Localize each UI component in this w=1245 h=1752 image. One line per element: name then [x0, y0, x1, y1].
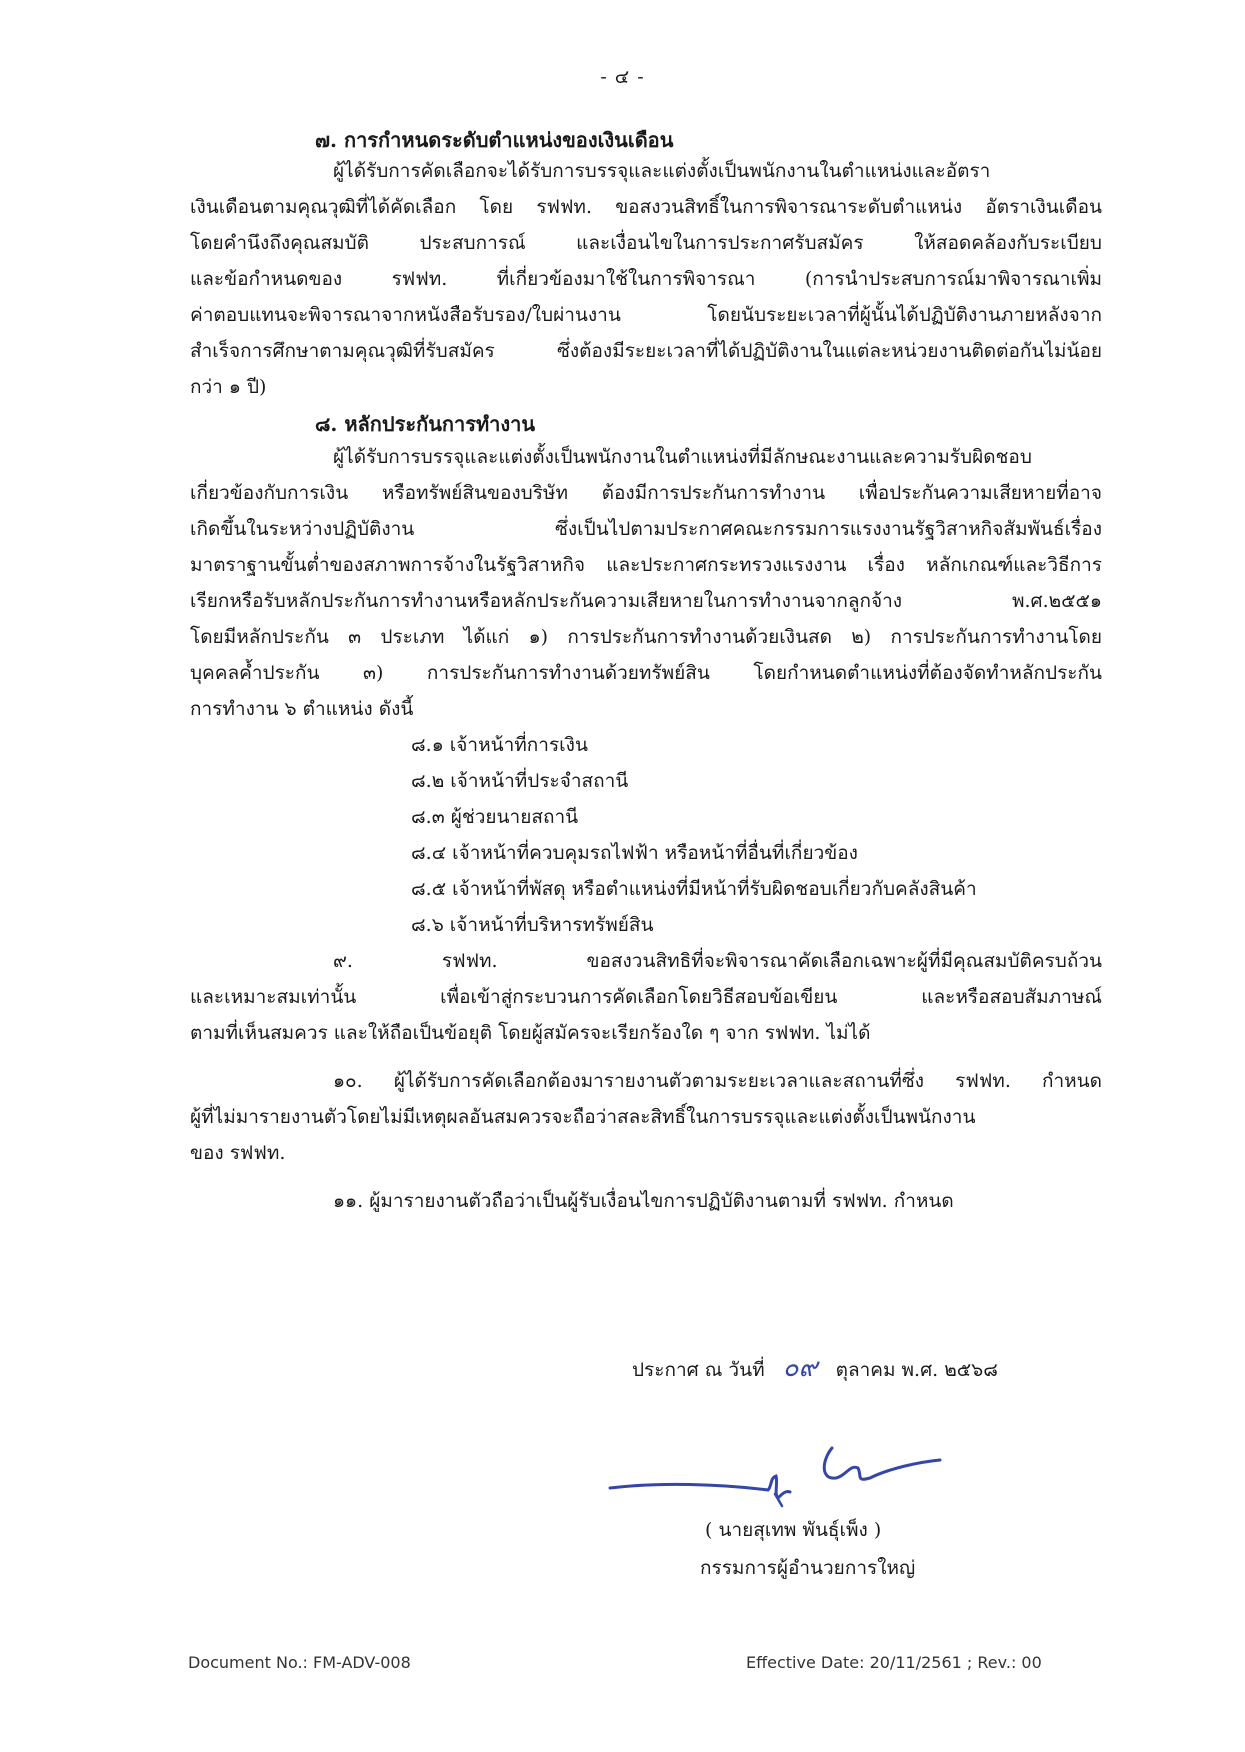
announcement-day: ๐๙	[782, 1353, 818, 1383]
section-10-line: ๑๐. ผู้ได้รับการคัดเลือกต้องมารายงานตัวตามระยะเวลาและสถานที่ซึ่ง รฟฟท. กำหนด	[333, 1070, 1102, 1092]
section-8-item: ๘.๖ เจ้าหน้าที่บริหารทรัพย์สิน	[411, 914, 654, 936]
section-8-line: เกิดขึ้นในระหว่างปฏิบัติงาน ซึ่งเป็นไปตามประกาศคณะกรรมการแรงงานรัฐวิสาหกิจสัมพันธ์เรื่อง	[190, 518, 1102, 540]
section-8-line: การทำงาน ๖ ตำแหน่ง ดังนี้	[190, 698, 414, 720]
signature-image	[600, 1420, 960, 1510]
section-7-line: สำเร็จการศึกษาตามคุณวุฒิที่รับสมัคร ซึ่งต้องมีระยะเวลาที่ได้ปฏิบัติงานในแต่ละหน่วยงานติดต่อกันไม่น้อย	[190, 340, 1102, 362]
section-7-line: กว่า ๑ ปี)	[190, 376, 267, 398]
section-7-line: และข้อกำหนดของ รฟฟท. ที่เกี่ยวข้องมาใช้ในการพิจารณา (การนำประสบการณ์มาพิจารณาเพิ่ม	[190, 268, 1102, 290]
section-8-item: ๘.๑ เจ้าหน้าที่การเงิน	[411, 734, 588, 756]
announcement-prefix: ประกาศ ณ วันที่	[632, 1359, 765, 1381]
section-8-item: ๘.๒ เจ้าหน้าที่ประจำสถานี	[411, 770, 629, 792]
section-8-line: มาตราฐานขั้นต่ำของสภาพการจ้างในรัฐวิสาหกิจ และประกาศกระทรวงแรงงาน เรื่อง หลักเกณฑ์และวิธีการ	[190, 554, 1102, 576]
section-10-line: ของ รฟฟท.	[190, 1142, 286, 1164]
section-9-line: ตามที่เห็นสมควร และให้ถือเป็นข้อยุติ โดยผู้สมัครจะเรียกร้องใด ๆ จาก รฟฟท. ไม่ได้	[190, 1022, 871, 1044]
section-11-line: ๑๑. ผู้มารายงานตัวถือว่าเป็นผู้รับเงื่อนไขการปฏิบัติงานตามที่ รฟฟท. กำหนด	[333, 1190, 954, 1212]
section-7-heading: ๗. การกำหนดระดับตำแหน่งของเงินเดือน	[315, 128, 674, 152]
section-7-line: เงินเดือนตามคุณวุฒิที่ได้คัดเลือก โดย รฟฟท. ขอสงวนสิทธิ์ในการพิจารณาระดับตำแหน่ง อัตราเงินเดือน	[190, 196, 1102, 218]
page-number: - ๔ -	[600, 66, 645, 88]
signer-title: กรรมการผู้อำนวยการใหญ่	[700, 1557, 916, 1579]
section-10-line: ผู้ที่ไม่มารายงานตัวโดยไม่มีเหตุผลอันสมควรจะถือว่าสละสิทธิ์ในการบรรจุและแต่งตั้งเป็นพนักงาน	[190, 1106, 976, 1128]
section-8-line: เกี่ยวข้องกับการเงิน หรือทรัพย์สินของบริษัท ต้องมีการประกันการทำงาน เพื่อประกันความเสียหายที่อาจ	[190, 482, 1102, 504]
section-8-line: บุคคลค้ำประกัน ๓) การประกันการทำงานด้วยทรัพย์สิน โดยกำหนดตำแหน่งที่ต้องจัดทำหลักประกัน	[190, 662, 1102, 684]
section-9-line: และเหมาะสมเท่านั้น เพื่อเข้าสู่กระบวนการคัดเลือกโดยวิธีสอบข้อเขียน และหรือสอบสัมภาษณ์	[190, 986, 1102, 1008]
section-8-line: โดยมีหลักประกัน ๓ ประเภท ได้แก่ ๑) การประกันการทำงานด้วยเงินสด ๒) การประกันการทำงานโดย	[190, 626, 1102, 648]
section-8-item: ๘.๔ เจ้าหน้าที่ควบคุมรถไฟฟ้า หรือหน้าที่อื่นที่เกี่ยวข้อง	[411, 842, 858, 864]
section-7-line: โดยคำนึงถึงคุณสมบัติ ประสบการณ์ และเงื่อนไขในการประกาศรับสมัคร ให้สอดคล้องกับระเบียบ	[190, 232, 1102, 254]
document-number: Document No.: FM-ADV-008	[188, 1653, 411, 1672]
section-7-line: ค่าตอบแทนจะพิจารณาจากหนังสือรับรอง/ใบผ่านงาน โดยนับระยะเวลาที่ผู้นั้นได้ปฏิบัติงานภายหลังจาก	[190, 304, 1102, 326]
announcement-suffix: ตุลาคม พ.ศ. ๒๕๖๘	[835, 1359, 998, 1381]
section-9-line: ๙. รฟฟท. ขอสงวนสิทธิที่จะพิจารณาคัดเลือกเฉพาะผู้ที่มีคุณสมบัติครบถ้วน	[333, 950, 1102, 972]
signer-name: ( นายสุเทพ พันธุ์เพ็ง )	[705, 1519, 882, 1541]
section-8-heading: ๘. หลักประกันการทำงาน	[315, 412, 536, 436]
announcement-date	[632, 1347, 998, 1388]
effective-date: Effective Date: 20/11/2561 ; Rev.: 00	[746, 1653, 1042, 1672]
section-8-line: ผู้ได้รับการบรรจุและแต่งตั้งเป็นพนักงานในตำแหน่งที่มีลักษณะงานและความรับผิดชอบ	[333, 446, 1032, 468]
section-7-line: ผู้ได้รับการคัดเลือกจะได้รับการบรรจุและแต่งตั้งเป็นพนักงานในตำแหน่งและอัตรา	[333, 160, 991, 182]
section-8-line: เรียกหรือรับหลักประกันการทำงานหรือหลักประกันความเสียหายในการทำงานจากลูกจ้าง พ.ศ.๒๕๕๑	[190, 590, 1102, 612]
section-8-item: ๘.๕ เจ้าหน้าที่พัสดุ หรือตำแหน่งที่มีหน้าที่รับผิดชอบเกี่ยวกับคลังสินค้า	[411, 878, 977, 900]
section-8-item: ๘.๓ ผู้ช่วยนายสถานี	[411, 806, 579, 828]
